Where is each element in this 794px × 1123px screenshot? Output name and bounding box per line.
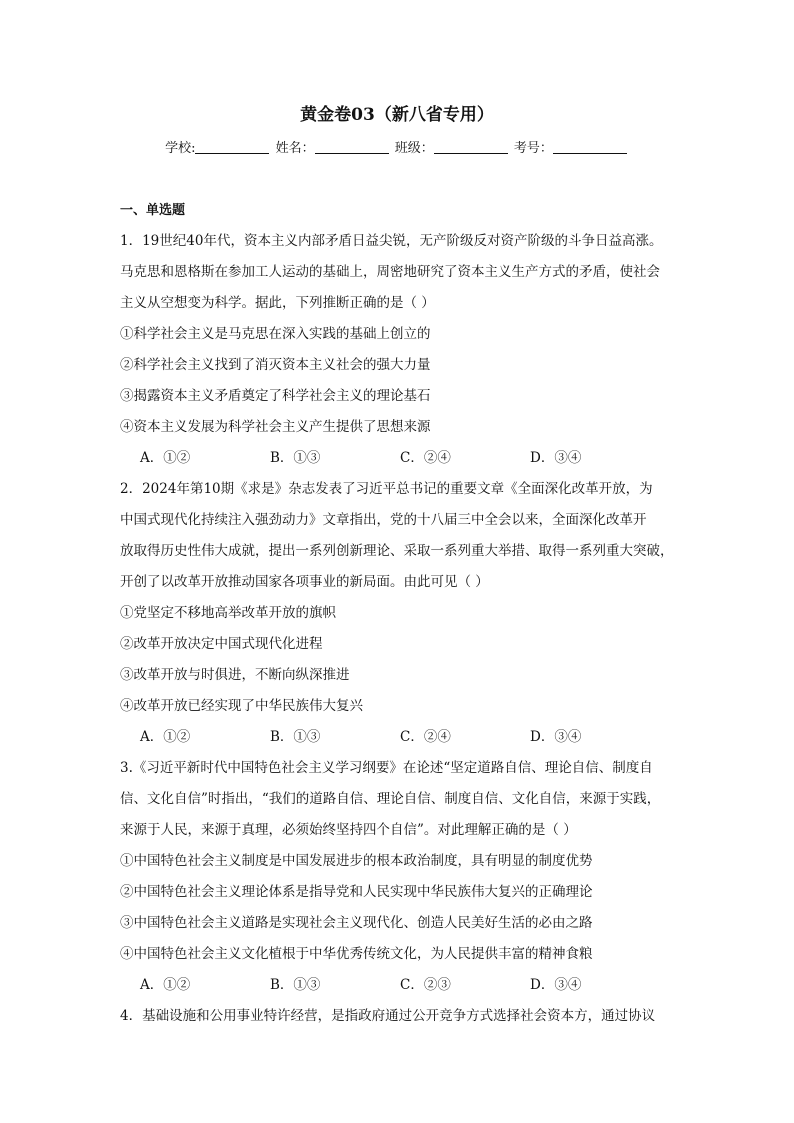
question-text-line: 中国式现代化持续注入强劲动力》文章指出，党的十八届三中全会以来，全面深化改革开 — [120, 512, 647, 528]
question-text-line: 马克思和恩格斯在参加工人运动的基础上，周密地研究了资本主义生产方式的矛盾，使社会 — [120, 264, 660, 280]
choice-c[interactable]: C．②④ — [400, 450, 451, 466]
exam-title: 黄金卷03（新八省专用） — [300, 105, 494, 125]
student-info-row — [0, 138, 794, 159]
school-label: 学校: — [165, 141, 196, 156]
choice-c[interactable]: C．②③ — [400, 977, 451, 993]
questions-container — [120, 226, 680, 1032]
statement-option: ①中国特色社会主义制度是中国发展进步的根本政治制度，具有明显的制度优势 — [120, 853, 593, 869]
class-blank[interactable] — [434, 138, 508, 154]
answer-choices — [120, 722, 680, 753]
choice-d[interactable]: D．③④ — [530, 450, 582, 466]
choice-a[interactable]: A．①② — [140, 729, 191, 745]
name-blank[interactable] — [315, 138, 389, 154]
name-label: 姓名： — [275, 141, 315, 156]
choice-b[interactable]: B．①③ — [270, 450, 321, 466]
answer-choices — [120, 443, 680, 474]
question-2 — [120, 474, 680, 753]
school-blank[interactable] — [195, 138, 269, 154]
question-text-line: 主义从空想变为科学。据此，下列推断正确的是（ ） — [120, 295, 435, 311]
statement-option: ④资本主义发展为科学社会主义产生提供了思想来源 — [120, 419, 431, 435]
question-text-line: 开创了以改革开放推动国家各项事业的新局面。由此可见（ ） — [120, 574, 489, 590]
statement-option: ②科学社会主义找到了消灭资本主义社会的强大力量 — [120, 357, 431, 373]
choice-b[interactable]: B．①③ — [270, 729, 321, 745]
statement-option: ④改革开放已经实现了中华民族伟大复兴 — [120, 698, 363, 714]
question-text-line: 信、文化自信”时指出，“我们的道路自信、理论自信、制度自信、文化自信，来源于实践， — [120, 791, 661, 807]
question-3 — [120, 753, 680, 1001]
statement-option: ②中国特色社会主义理论体系是指导党和人民实现中华民族伟大复兴的正确理论 — [120, 884, 593, 900]
statement-option: ③改革开放与时俱进，不断向纵深推进 — [120, 667, 350, 683]
question-1 — [120, 226, 680, 474]
section-title: 一、单选题 — [120, 203, 186, 218]
choice-a[interactable]: A．①② — [140, 977, 191, 993]
question-text-line: 2．2024年第10期《求是》杂志发表了习近平总书记的重要文章《全面深化改革开放，为 — [120, 481, 653, 497]
choice-b[interactable]: B．①③ — [270, 977, 321, 993]
choice-d[interactable]: D．③④ — [530, 729, 582, 745]
statement-option: ③揭露资本主义矛盾奠定了科学社会主义的理论基石 — [120, 388, 431, 404]
statement-option: ③中国特色社会主义道路是实现社会主义现代化、创造人民美好生活的必由之路 — [120, 915, 593, 931]
question-text-line: 4．基础设施和公用事业特许经营，是指政府通过公开竞争方式选择社会资本方，通过协议 — [120, 1008, 656, 1024]
choice-a[interactable]: A．①② — [140, 450, 191, 466]
choice-c[interactable]: C．②④ — [400, 729, 451, 745]
exam-number-label: 考号： — [513, 141, 553, 156]
answer-choices — [120, 970, 680, 1001]
question-text-line: 来源于人民，来源于真理，必须始终坚持四个自信”。对此理解正确的是（ ） — [120, 822, 577, 838]
statement-option: ④中国特色社会主义文化植根于中华优秀传统文化，为人民提供丰富的精神食粮 — [120, 946, 593, 962]
statement-option: ②改革开放决定中国式现代化进程 — [120, 636, 323, 652]
question-text-line: 3.《习近平新时代中国特色社会主义学习纲要》在论述“坚定道路自信、理论自信、制度自 — [120, 760, 653, 776]
question-text-line: 1．19世纪40年代，资本主义内部矛盾日益尖锐，无产阶级反对资产阶级的斗争日益高涨。 — [120, 233, 663, 249]
statement-option: ①党坚定不移地高举改革开放的旗帜 — [120, 605, 336, 621]
question-4 — [120, 1001, 680, 1032]
class-label: 班级： — [394, 141, 434, 156]
question-text-line: 放取得历史性伟大成就，提出一系列创新理论、采取一系列重大举措、取得一系列重大突破， — [120, 543, 674, 559]
exam-number-blank[interactable] — [553, 138, 627, 154]
choice-d[interactable]: D．③④ — [530, 977, 582, 993]
statement-option: ①科学社会主义是马克思在深入实践的基础上创立的 — [120, 326, 431, 342]
